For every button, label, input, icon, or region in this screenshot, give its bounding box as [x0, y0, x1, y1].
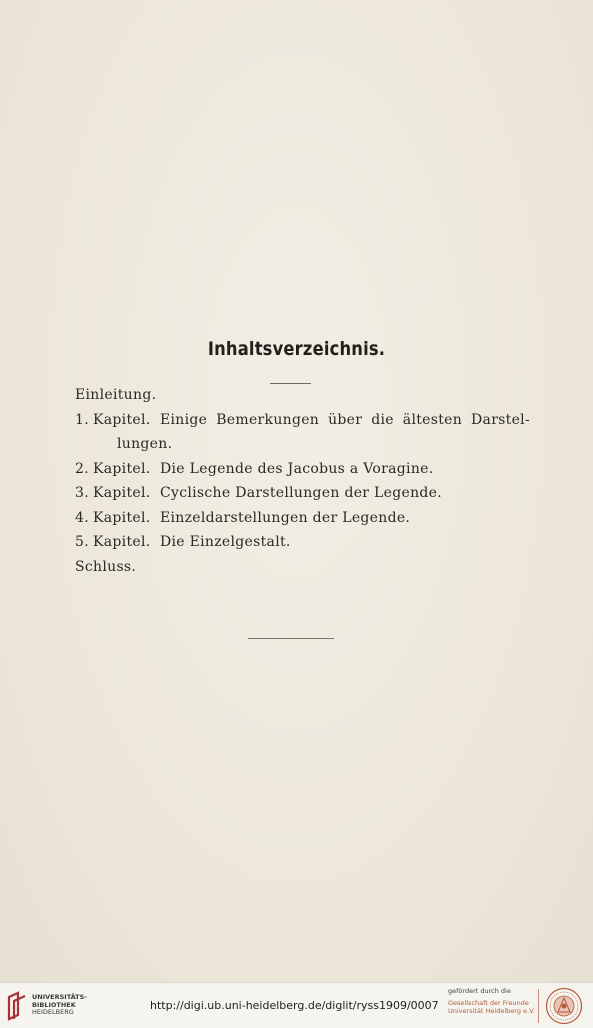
- toc-chapter-3: [75, 481, 525, 506]
- chapter-title: Die Einzelgestalt.: [160, 534, 291, 550]
- table-of-contents: [75, 383, 530, 579]
- toc-intro: Einleitung.: [75, 387, 157, 403]
- chapter-number: 3.: [75, 485, 89, 501]
- toc-chapter-4: [75, 506, 525, 531]
- toc-chapter-5: [75, 530, 525, 555]
- chapter-title: Cyclische Darstellungen der Legende.: [160, 485, 442, 501]
- funding-credit: gefördert durch die Gesellschaft der Freunde Universität Heidelberg e.V.: [448, 987, 535, 1015]
- toc-outro: Schluss.: [75, 558, 137, 575]
- chapter-label: Kapitel.: [93, 460, 151, 477]
- toc-chapter-1: [75, 408, 530, 433]
- viewer-footer: [0, 982, 593, 1028]
- library-name: UNIVERSITÄTS- BIBLIOTHEK HEIDELBERG: [32, 993, 87, 1016]
- funding-divider: [538, 989, 539, 1023]
- closing-divider: [248, 638, 334, 639]
- page-title: Inhaltsverzeichnis.: [207, 338, 386, 360]
- chapter-label: Kapitel.: [93, 534, 151, 550]
- chapter-label: Kapitel.: [93, 509, 151, 526]
- library-logo-icon: [6, 991, 28, 1021]
- toc-chapter-2: [75, 457, 525, 482]
- chapter-number: 5.: [75, 534, 89, 550]
- permalink-url[interactable]: http://digi.ub.uni-heidelberg.de/diglit/ryss1909/0007: [150, 999, 439, 1012]
- chapter-number: 2.: [75, 460, 89, 477]
- chapter-title: Einzeldarstellungen der Legende.: [160, 509, 411, 526]
- chapter-title: Einige Bemerkungen über die ältesten Darstel-: [160, 411, 530, 428]
- university-seal-icon: [545, 987, 583, 1025]
- toc-chapter-1-continuation: lungen.: [117, 436, 173, 452]
- chapter-title: Die Legende des Jacobus a Voragine.: [160, 460, 434, 477]
- chapter-label: Kapitel.: [93, 411, 151, 428]
- chapter-number: 4.: [75, 509, 89, 526]
- chapter-number: 1.: [75, 411, 89, 428]
- chapter-label: Kapitel.: [93, 485, 151, 501]
